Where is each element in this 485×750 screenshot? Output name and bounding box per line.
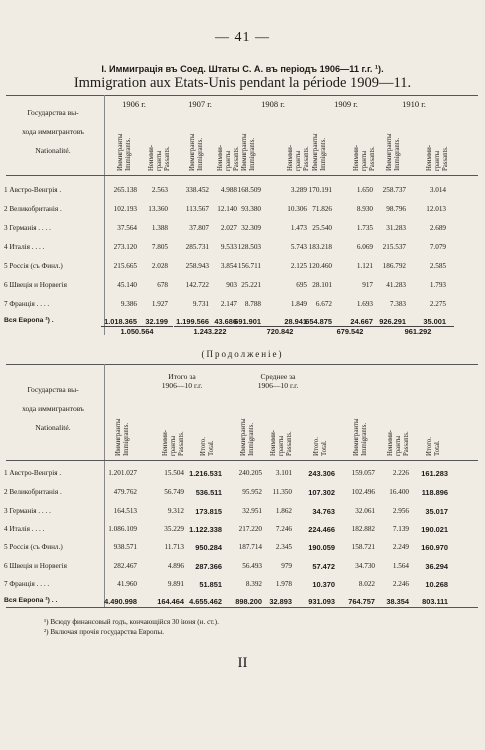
row-label: 7 Франція . . . .: [4, 300, 50, 308]
table1-cell: 338.452: [185, 186, 209, 194]
year-header-5: 1910 г.: [402, 99, 426, 109]
table2-cell: 9.312: [167, 507, 184, 515]
table2-cell: 1.201.027: [108, 469, 137, 477]
table1-cell: 1.650: [356, 186, 373, 194]
table1-cell: 1.735: [356, 224, 373, 232]
footnote-2: ²) Включая прочія государства Европы.: [44, 628, 165, 636]
subhead-immigrants: Иммигранты Immigrants.: [117, 133, 132, 171]
table2-cell: 7.246: [275, 525, 292, 533]
table1-cell: 215.537: [382, 243, 406, 251]
table1-cell: 3.014: [429, 186, 446, 194]
table1-cell: 273.120: [113, 243, 137, 251]
table1-cell: 678: [157, 281, 168, 289]
table1-cell: 1.693: [356, 300, 373, 308]
table2-cell: 41.960: [117, 580, 137, 588]
table1-cell: 156.711: [237, 262, 261, 270]
table1-cell: 31.283: [386, 224, 406, 232]
table2-cell: 1.086.109: [108, 525, 137, 533]
page-number: — 41 —: [215, 30, 270, 45]
table1-cell: 168.509: [237, 186, 261, 194]
subhead-total: Итого. Total.: [426, 437, 441, 456]
table1-header-rule: [6, 175, 478, 176]
table2-cell: 35.229: [164, 525, 184, 533]
table2-cell: 4.655.462: [189, 597, 222, 606]
table2-cell: 16.400: [389, 488, 409, 496]
table1-cell: 9.386: [120, 300, 137, 308]
row-label: 6 Швеція и Норвегія: [4, 562, 67, 570]
table2-cell: 8.022: [358, 580, 375, 588]
table1-cell: 6.672: [315, 300, 332, 308]
table1-cell: 93.380: [241, 205, 261, 213]
row-label: 3 Германія . . . .: [4, 224, 51, 232]
table2-left-header: Государства вы- хода иммигрантовъ Nationalité.: [22, 385, 84, 432]
table1-cell: 2.563: [151, 186, 168, 194]
table2-cell: 51.851: [199, 580, 222, 589]
table1-cell: 186.792: [382, 262, 406, 270]
subhead-immigrants: Иммигранты Immigrants.: [240, 418, 255, 456]
table2-cell: 2.246: [392, 580, 409, 588]
row-label: 4 Италія . . . .: [4, 243, 45, 251]
table2-cell: 10.268: [425, 580, 448, 589]
year-sum-total: 961.292: [382, 326, 454, 336]
table1-cell: 695: [296, 281, 307, 289]
table1-cell: 98.796: [386, 205, 406, 213]
table1-cell: 215.665: [113, 262, 137, 270]
table2-cell: 479.762: [113, 488, 137, 496]
table2-cell: 159.057: [351, 469, 375, 477]
table1-cell: 1.199.566: [176, 317, 209, 326]
table2-cell: 35.017: [425, 507, 448, 516]
subhead-immigrants: Иммигранты Immigrants.: [386, 133, 401, 171]
table2-cell: 9.891: [167, 580, 184, 588]
table1-cell: 3.289: [290, 186, 307, 194]
table1-cell: 12.140: [217, 205, 237, 213]
table2-cell: 2.345: [275, 543, 292, 551]
table1-cell: 45.140: [117, 281, 137, 289]
table2-cell: 95.952: [242, 488, 262, 496]
table1-cell: 8.788: [244, 300, 261, 308]
footnote-1: ¹) Всюду финансовый годъ, кончающійся 30 іюня (н. ст.).: [44, 618, 219, 626]
continuation-heading: (Продолженіе): [201, 349, 284, 359]
table2-cell: 1.216.531: [189, 469, 222, 478]
table1-cell: 37.564: [117, 224, 137, 232]
row-label: 4 Италія . . . .: [4, 525, 45, 533]
row-label: 7 Франція . . . .: [4, 580, 50, 588]
table2-cell: 164.464: [157, 597, 184, 606]
table2-cell: 224.466: [308, 525, 335, 534]
subhead-passants: Неимми- гранты Passants.: [270, 429, 293, 456]
table1-stub-divider: [104, 95, 105, 335]
row-label: 5 Россія (съ Финл.): [4, 262, 63, 270]
year-sum-total: 1.050.564: [101, 326, 173, 336]
table2-cell: 38.354: [386, 597, 409, 606]
row-label: Вся Европа ²) .: [4, 317, 54, 324]
table2-cell: 536.511: [195, 488, 222, 497]
table1-cell: 1.849: [290, 300, 307, 308]
table1-cell: 265.138: [113, 186, 137, 194]
table1-left-header: Государства вы- хода иммигрантовъ Nationalité.: [22, 108, 84, 155]
table1-cell: 903: [226, 281, 237, 289]
subhead-total: Итого. Total.: [200, 437, 215, 456]
table2-cell: 217.220: [238, 525, 262, 533]
subhead-total: Итого. Total.: [313, 437, 328, 456]
year-header-4: 1909 г.: [334, 99, 358, 109]
table2-cell: 190.059: [308, 543, 335, 552]
table2-cell: 8.392: [245, 580, 262, 588]
table2-cell: 7.139: [392, 525, 409, 533]
table2-cell: 118.896: [421, 488, 448, 497]
table2-cell: 287.366: [195, 562, 222, 571]
table1-cell: 170.191: [308, 186, 332, 194]
subhead-passants: Неимми- гранты Passants.: [353, 144, 376, 171]
subhead-passants: Неимми- гранты Passants.: [387, 429, 410, 456]
row-label: 5 Россія (съ Финл.): [4, 543, 63, 551]
group-head-total: Итого за 1906—10 г.г.: [161, 372, 203, 390]
table2-cell: 898.200: [235, 597, 262, 606]
table1-cell: 25.540: [312, 224, 332, 232]
table1-cell: 4.988: [220, 186, 237, 194]
table2-cell: 979: [281, 562, 292, 570]
table1-cell: 1.018.365: [104, 317, 137, 326]
table1-cell: 32.309: [241, 224, 261, 232]
table2-stub-divider: [104, 364, 105, 608]
table1-cell: 1.793: [429, 281, 446, 289]
table1-cell: 258.943: [185, 262, 209, 270]
table2-bottom-rule: [6, 607, 478, 608]
table1-top-rule: [6, 95, 478, 96]
table1-cell: 1.473: [290, 224, 307, 232]
table2-header-rule: [6, 460, 478, 461]
table1-cell: 113.567: [185, 205, 209, 213]
table1-cell: 654.875: [305, 317, 332, 326]
year-header-3: 1908 г.: [261, 99, 285, 109]
table1-cell: 142.722: [185, 281, 209, 289]
table2-cell: 931.093: [308, 597, 335, 606]
table2-top-rule: [6, 364, 478, 365]
table1-cell: 7.383: [389, 300, 406, 308]
table2-cell: 240.205: [238, 469, 262, 477]
table2-cell: 56.493: [242, 562, 262, 570]
table2-cell: 173.815: [195, 507, 222, 516]
table1-cell: 10.306: [287, 205, 307, 213]
table2-cell: 4.490.998: [104, 597, 137, 606]
table2-cell: 158.721: [351, 543, 375, 551]
table1-cell: 3.854: [220, 262, 237, 270]
subhead-passants: Неимми- гранты Passants.: [217, 144, 240, 171]
group-head-average: Среднее за 1906—10 г.г.: [257, 372, 299, 390]
table1-cell: 13.360: [148, 205, 168, 213]
row-label: 1 Австро-Венгрія .: [4, 469, 62, 477]
table1-cell: 7.805: [151, 243, 168, 251]
table1-cell: 2.275: [429, 300, 446, 308]
table2-cell: 2.956: [392, 507, 409, 515]
table2-cell: 164.513: [113, 507, 137, 515]
table2-cell: 243.306: [308, 469, 335, 478]
subhead-immigrants: Иммигранты Immigrants.: [189, 133, 204, 171]
table2-cell: 32.061: [355, 507, 375, 515]
table1-cell: 32.199: [145, 317, 168, 326]
table1-cell: 120.460: [308, 262, 332, 270]
table1-cell: 28.101: [312, 281, 332, 289]
table2-cell: 107.302: [308, 488, 335, 497]
table1-cell: 35.001: [423, 317, 446, 326]
table2-cell: 34.763: [312, 507, 335, 516]
table1-cell: 41.283: [386, 281, 406, 289]
table1-cell: 1.927: [151, 300, 168, 308]
table2-cell: 3.101: [275, 469, 292, 477]
table2-cell: 1.978: [275, 580, 292, 588]
table1-cell: 285.731: [185, 243, 209, 251]
table1-cell: 43.686: [214, 317, 237, 326]
table1-cell: 2.689: [429, 224, 446, 232]
table2-cell: 1.564: [392, 562, 409, 570]
row-label: 1 Австро-Венгрія .: [4, 186, 62, 194]
table1-cell: 2.585: [429, 262, 446, 270]
table1-cell: 917: [362, 281, 373, 289]
row-label: 3 Германія . . . .: [4, 507, 51, 515]
subhead-immigrants: Иммигранты Immigrants.: [353, 418, 368, 456]
table1-cell: 12.013: [426, 205, 446, 213]
table1-cell: 691.901: [234, 317, 261, 326]
table2-cell: 2.226: [392, 469, 409, 477]
table2-cell: 32.893: [269, 597, 292, 606]
subhead-passants: Неимми- гранты Passants.: [426, 144, 449, 171]
table2-cell: 102.496: [351, 488, 375, 496]
table2-cell: 1.122.338: [189, 525, 222, 534]
table2-cell: 57.472: [312, 562, 335, 571]
row-label: 2 Великобританія .: [4, 488, 62, 496]
table1-cell: 2.125: [290, 262, 307, 270]
table1-cell: 9.533: [220, 243, 237, 251]
table2-cell: 34.730: [355, 562, 375, 570]
table2-cell: 4.896: [167, 562, 184, 570]
year-header-2: 1907 г.: [188, 99, 212, 109]
table1-cell: 7.079: [429, 243, 446, 251]
table2-cell: 11.713: [164, 543, 184, 551]
table1-cell: 1.388: [151, 224, 168, 232]
subhead-immigrants: Иммигранты Immigrants.: [115, 418, 130, 456]
table2-cell: 282.467: [113, 562, 137, 570]
table1-cell: 183.218: [308, 243, 332, 251]
table2-cell: 161.283: [421, 469, 448, 478]
row-label: 6 Швеція и Норвегія: [4, 281, 67, 289]
table2-cell: 11.350: [272, 488, 292, 496]
subhead-immigrants: Иммигранты Immigrants.: [241, 133, 256, 171]
subhead-passants: Неимми- гранты Passants.: [148, 144, 171, 171]
table1-cell: 2.027: [220, 224, 237, 232]
table2-cell: 160.970: [421, 543, 448, 552]
table1-cell: 926.291: [379, 317, 406, 326]
table1-cell: 5.743: [290, 243, 307, 251]
table2-cell: 187.714: [238, 543, 262, 551]
table1-cell: 128.503: [237, 243, 261, 251]
table1-cell: 2.147: [220, 300, 237, 308]
table2-cell: 32.951: [242, 507, 262, 515]
table2-cell: 190.021: [421, 525, 448, 534]
year-sum-total: 1.243.222: [174, 326, 246, 336]
table1-cell: 102.193: [113, 205, 137, 213]
subhead-immigrants: Иммигранты Immigrants.: [312, 133, 327, 171]
table2-cell: 2.249: [392, 543, 409, 551]
table2-cell: 15.504: [164, 469, 184, 477]
table1-cell: 1.121: [356, 262, 373, 270]
table1-cell: 6.069: [356, 243, 373, 251]
year-header-1: 1906 г.: [122, 99, 146, 109]
subhead-passants: Неимми- гранты Passants.: [162, 429, 185, 456]
year-sum-total: 679.542: [314, 326, 386, 336]
table1-cell: 258.737: [382, 186, 406, 194]
table1-cell: 2.028: [151, 262, 168, 270]
table1-cell: 71.826: [312, 205, 332, 213]
table2-cell: 950.284: [195, 543, 222, 552]
row-label: Вся Европа ²) . .: [4, 597, 58, 604]
subhead-passants: Неимми- гранты Passants.: [287, 144, 310, 171]
table2-cell: 803.111: [422, 597, 448, 606]
table1-cell: 24.667: [350, 317, 373, 326]
title-russian: I. Иммиграція въ Соед. Штаты С. А. въ періодъ 1906—11 г.г. ¹).: [101, 64, 384, 74]
table2-cell: 938.571: [113, 543, 137, 551]
table2-cell: 764.757: [348, 597, 375, 606]
table2-cell: 36.294: [425, 562, 448, 571]
title-french: Immigration aux Etats-Unis pendant la période 1909—11.: [73, 75, 412, 91]
table2-cell: 1.862: [275, 507, 292, 515]
table1-cell: 8.930: [356, 205, 373, 213]
year-sum-total: 720.842: [244, 326, 316, 336]
row-label: 2 Великобританія .: [4, 205, 62, 213]
table2-cell: 182.882: [351, 525, 375, 533]
table1-cell: 37.807: [189, 224, 209, 232]
table2-cell: 10.370: [312, 580, 335, 589]
table2-cell: 56.749: [164, 488, 184, 496]
signature-mark: II: [237, 655, 248, 671]
table1-cell: 25.221: [241, 281, 261, 289]
table1-cell: 9.731: [192, 300, 209, 308]
table1-cell: 28.941: [284, 317, 307, 326]
